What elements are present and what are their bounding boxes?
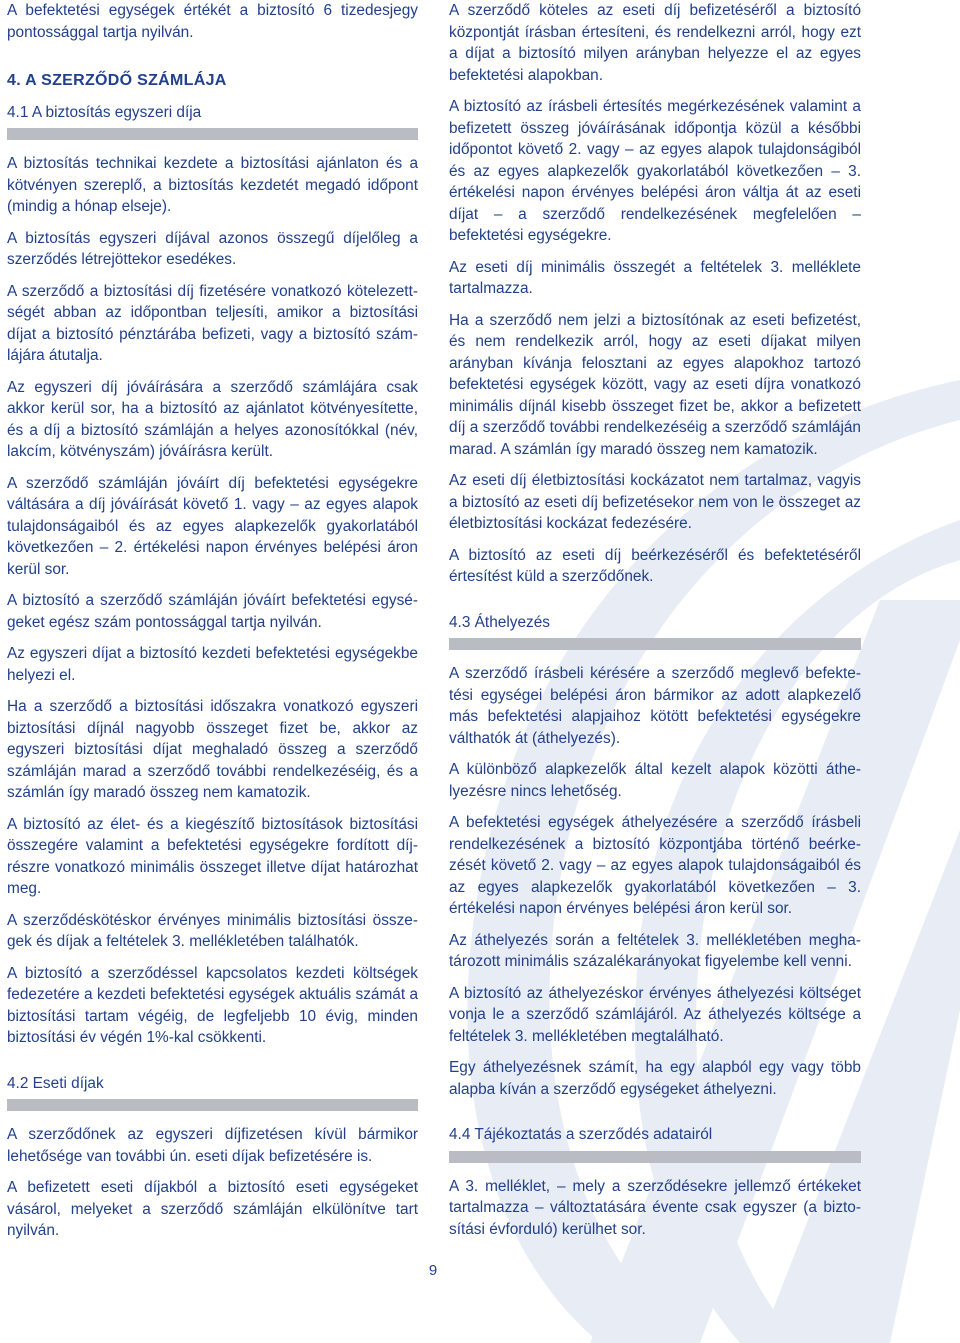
intro-paragraph: A befektetési egységek értékét a biztosító 6 tizedesjegy pontossággal tartja nyilván. <box>7 2 418 41</box>
section-4-3-title: 4.3 Áthelyezés <box>449 613 550 631</box>
section-4-4-body <box>449 1176 861 1241</box>
paragraph: Az eseti díj minimális összegét a feltételek 3. melléklete tartalmazza. <box>449 258 861 297</box>
paragraph: Ha a szerződő nem jelzi a biztosítónak az eseti befizetést, és nem rendelkezik arról, hogy az eseti díjakat milyen arányban kívánja felosztani az egyes alapokhoz tartozó befektetési egységek között, vagy az eseti díjra vonatkozó minimális díjnál kisebb összeget fizet be, akkor a befizetett díj a szerződő további rendelkezéséig a szerződő számláján marad. A számlán így maradó összeg nem kamatozik. <box>449 311 861 458</box>
paragraph: A 3. melléklet, – mely a szerződésekre jellemző értékeket tartalmazza – változtatására évente csak egyszer (a biztosítási évforduló) kerülhet sor. <box>449 1177 861 1238</box>
paragraph: Ha a szerződő a biztosítási időszakra vonatkozó egyszeri biztosítási díjnál nagyobb összeget fizet be, akkor az egyszeri biztosítási díjat meghaladó összeg a szerződő számláján marad a szerződő további rendelkezéséig, és a számlán így maradó összeg nem kamatozik. <box>7 698 418 801</box>
section-4-2-body <box>7 1124 418 1242</box>
paragraph: A szerződő számláján jóváírt díj befektetési egységekre váltására a díj jóváírását követő 1. vagy – az egyes alapok tulajdonságaiból és az egyes alapkezelők gyakorlatából következően – 2. értékelési napon érvényes belépési áron kerül sor. <box>7 474 418 578</box>
paragraph: A biztosító a szerződő számláján jóváírt befektetési egységeket egész szám pontossággal tartja nyilván. <box>7 592 418 631</box>
paragraph: A biztosító a szerződéssel kapcsolatos kezdeti költségek fedezetére a kezdeti befektetési egységek aktuális számát a biztosítási tartam végéig, de legfeljebb 10 évig, minden biztosítási év végén 1%-kal csökkenti. <box>7 964 418 1046</box>
section-divider <box>7 128 418 140</box>
chapter-title: 4. A SZERZŐDŐ SZÁMLÁJA <box>7 72 227 89</box>
paragraph: A biztosító az áthelyezéskor érvényes áthelyezési költséget vonja le a szerződő számlájáról. Az áthelyezés költsége a feltételek 3. mellékletében megtalálható. <box>449 984 861 1045</box>
paragraph: Az egyszeri díjat a biztosító kezdeti befektetési egységekbe helyezi el. <box>7 645 418 684</box>
paragraph: A biztosítás egyszeri díjával azonos összegű díjelőleg a szerződés létrejöttekor esedékes. <box>7 229 418 268</box>
paragraph: A különböző alapkezelők által kezelt alapok közötti áthelyezésre nincs lehetőség. <box>449 761 861 800</box>
section-4-1-title: 4.1 A biztosítás egyszeri díja <box>7 103 202 121</box>
paragraph: A szerződőnek az egyszeri díjfizetésen kívül bármikor lehetősége van további ún. eseti díjak befizetésére is. <box>7 1126 418 1165</box>
paragraph: A befizetett eseti díjakból a biztosító eseti egységeket vásárol, melyeket a szerződő számláján elkülönítve tart nyilván. <box>7 1179 418 1239</box>
paragraph: A szerződő a biztosítási díj fizetésére vonatkozó kötelezettségét abban az időpontban teljesíti, amikor a biztosítási díjat a biztosító pénztárába befizeti, vagy a biztosító számlájára átutalja. <box>7 282 418 364</box>
paragraph: Az áthelyezés során a feltételek 3. mellékletében meghatározott minimális százalékarányokat figyelembe kell venni. <box>449 931 861 970</box>
paragraph: Egy áthelyezésnek számít, ha egy alapból egy vagy több alapba kíván a szerződő egységeket áthelyezni. <box>449 1059 861 1098</box>
paragraph: Az egyszeri díj jóváírására a szerződő számlájára csak akkor kerül sor, ha a biztosító az ajánlatot kötvényesítette, és a díj a biztosító számláján a helyes azonosítókkal (név, lakcím, kötvényszám) jóváírásra került. <box>7 378 418 460</box>
left-column <box>7 0 418 1252</box>
paragraph: A befektetési egységek áthelyezésére a szerződő írásbeli rendelkezésének a biztosító központjába történő beérkezését követő 2. vagy – az egyes alapok tulajdonságaiból és az egyes alapkezelők gyakorlatából következően – 3. értékelési napon érvényes belépési áron kerül sor. <box>449 814 861 917</box>
section-divider <box>449 1151 861 1163</box>
paragraph: A biztosító az eseti díj beérkezéséről és befektetéséről értesítést küld a szerződőnek. <box>449 546 861 585</box>
section-4-2-continued-body <box>449 0 861 588</box>
section-4-2-title: 4.2 Eseti díjak <box>7 1074 104 1092</box>
section-4-4-title: 4.4 Tájékoztatás a szerződés adatairól <box>449 1126 713 1143</box>
section-divider <box>449 638 861 650</box>
paragraph: Az eseti díj életbiztosítási kockázatot nem tartalmaz, vagyis a biztosító az eseti díj befizetésekor nem von le összeget az életbiztosítási kockázat fedezésére. <box>449 472 861 532</box>
paragraph: A szerződéskötéskor érvényes minimális biztosítási összegek és díjak a feltételek 3. mellékletében találhatók. <box>7 911 418 950</box>
paragraph: A biztosító az élet- és a kiegészítő biztosítások biztosítási összegére valamint a befektetési egységekre fordított díjrészre vonatkozó minimális összeget illetve díjat határozhat meg. <box>7 815 418 897</box>
paragraph: A szerződő köteles az eseti díj befizetéséről a biztosító központját írásban értesíteni, és rendelkezni arról, hogy ezt a díjat a biztosító milyen arányban helyezze el az egyes befektetési alapokban. <box>449 2 861 84</box>
paragraph: A biztosító az írásbeli értesítés megérkezésének valamint a befizetett összeg jóváírásának időpontja közül a későbbi időpontot követő 2. vagy – az egyes alapok tulajdonságiból és az egyes alapkezelők gyakorlatából következően – 3. értékelési napon érvényes belépési áron váltja át az eseti díjat – a szerződő rendelkezésének megfelelően – befektetési egységekre. <box>449 98 861 244</box>
paragraph: A szerződő írásbeli kérésére a szerződő meglevő befektetési egységei belépési áron bármikor az adott alapkezelő más befektetési alapjaihoz kötött befektetési egységekre válthatók át (áthelyezés). <box>449 665 861 747</box>
right-column <box>449 0 861 1250</box>
page-number: 9 <box>428 1262 438 1279</box>
section-4-1-body <box>7 153 418 1049</box>
section-4-3-body <box>449 663 861 1100</box>
paragraph: A biztosítás technikai kezdete a biztosítási ajánlaton és a kötvényen szereplő, a biztosítás kezdetét megadó időpont (mindig a hónap elseje). <box>7 155 418 215</box>
section-divider <box>7 1099 418 1111</box>
